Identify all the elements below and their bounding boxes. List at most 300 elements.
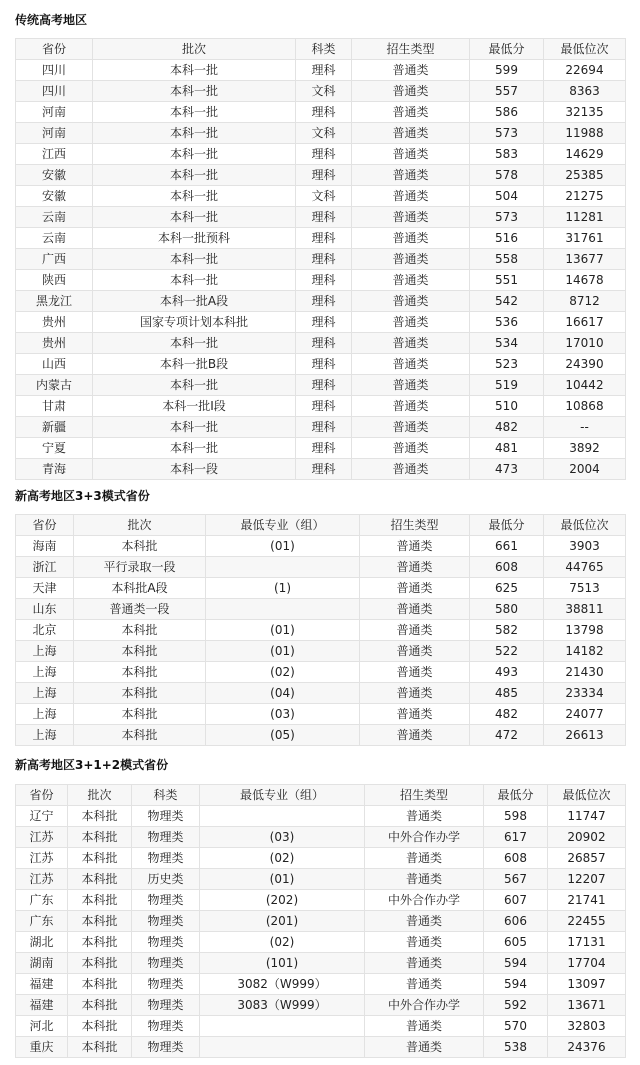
table-cell: 17704 [548,953,626,974]
table-cell: 理科 [296,354,352,375]
table-cell: 青海 [16,459,93,480]
table-cell: 平行录取一段 [74,557,206,578]
table-row [16,1037,626,1058]
table-cell: 536 [470,312,544,333]
table-cell: 普通类 [352,291,470,312]
table-cell: 522 [470,641,544,662]
table-cell: 473 [470,459,544,480]
table-cell: 21430 [544,662,626,683]
table-cell: 本科一批 [93,249,296,270]
table-cell: 安徽 [16,165,93,186]
table-cell: 重庆 [16,1037,68,1058]
table-cell: 583 [470,144,544,165]
table-cell: 523 [470,354,544,375]
table-cell: 3903 [544,536,626,557]
table-cell: 辽宁 [16,806,68,827]
table-cell: 26857 [548,848,626,869]
table-cell: 17131 [548,932,626,953]
table-cell: 普通类 [352,123,470,144]
table-cell: 普通类 [360,704,470,725]
table-cell: (01) [206,641,360,662]
table-cell: 理科 [296,228,352,249]
table-cell: 485 [470,683,544,704]
table-cell: 本科一批 [93,60,296,81]
table-cell: 本科一批B段 [93,354,296,375]
table-cell: 宁夏 [16,438,93,459]
table-cell: 617 [484,827,548,848]
table-row [16,396,626,417]
table-cell: 文科 [296,81,352,102]
table-cell: 578 [470,165,544,186]
table-cell: 23334 [544,683,626,704]
table-cell: 湖南 [16,953,68,974]
table-cell: 中外合作办学 [365,827,484,848]
table-cell: (1) [206,578,360,599]
table-cell: 广东 [16,911,68,932]
table-cell: 22455 [548,911,626,932]
table-cell: 3082（W999） [200,974,365,995]
table-cell: 陕西 [16,270,93,291]
table-cell: 32803 [548,1016,626,1037]
table-cell: 海南 [16,536,74,557]
table-cell: 24390 [544,354,626,375]
table-row [16,932,626,953]
table-cell: 本科批 [68,1037,132,1058]
table-cell: 理科 [296,417,352,438]
table-cell: 普通类 [352,102,470,123]
table-cell: (202) [200,890,365,911]
table-cell: 文科 [296,123,352,144]
table-cell: 26613 [544,725,626,746]
table-cell: 534 [470,333,544,354]
table-cell: (01) [206,536,360,557]
header-cell: 批次 [93,39,296,60]
table-cell: 本科批 [68,911,132,932]
header-cell: 省份 [16,39,93,60]
table-cell: 31761 [544,228,626,249]
table-cell: 普通类一段 [74,599,206,620]
table-cell: 理科 [296,396,352,417]
header-cell: 最低位次 [544,515,626,536]
table-cell: 普通类 [360,578,470,599]
header-cell: 最低分 [470,39,544,60]
table-row [16,354,626,375]
table-row [16,249,626,270]
table-cell: 14629 [544,144,626,165]
table-cell: 606 [484,911,548,932]
table-row [16,827,626,848]
table-cell: 本科一批A段 [93,291,296,312]
table-cell: 物理类 [132,911,200,932]
table-cell: 本科一批 [93,123,296,144]
table-cell: 586 [470,102,544,123]
table-cell: 物理类 [132,1037,200,1058]
table-cell [200,1016,365,1037]
table-cell: 物理类 [132,995,200,1016]
header-cell: 招生类型 [365,785,484,806]
table-cell: 16617 [544,312,626,333]
table-row [16,890,626,911]
table-cell: (05) [206,725,360,746]
table-row [16,291,626,312]
table-cell: 25385 [544,165,626,186]
table-row [16,417,626,438]
table-cell: 理科 [296,165,352,186]
table-cell: 普通类 [360,536,470,557]
table-cell: 本科批 [74,725,206,746]
table-cell: 上海 [16,641,74,662]
table-cell: (02) [200,932,365,953]
table-cell: 本科批 [68,869,132,890]
table-cell: 甘肃 [16,396,93,417]
table-cell: 普通类 [365,1016,484,1037]
table-cell: 38811 [544,599,626,620]
header-cell: 最低分 [484,785,548,806]
table-cell: 普通类 [365,911,484,932]
table-row [16,995,626,1016]
table-cell [206,599,360,620]
table-row [16,683,626,704]
table-cell: 上海 [16,662,74,683]
table-cell: 本科一批 [93,375,296,396]
table-row [16,165,626,186]
table-cell: (201) [200,911,365,932]
table-cell: 物理类 [132,890,200,911]
table-cell: 17010 [544,333,626,354]
table-cell: 607 [484,890,548,911]
table-cell: 本科批 [74,536,206,557]
table-cell: 582 [470,620,544,641]
table-row [16,869,626,890]
table-cell: 本科一批 [93,102,296,123]
table-row [16,1016,626,1037]
section-title-traditional: 传统高考地区 [15,13,88,27]
table-cell: 14182 [544,641,626,662]
table-cell: 本科一批 [93,81,296,102]
table-cell: 本科批 [68,953,132,974]
table-cell: 本科一批预科 [93,228,296,249]
table-cell: 物理类 [132,1016,200,1037]
table-cell: 22694 [544,60,626,81]
table-cell: 本科批 [74,662,206,683]
table-cell: 20902 [548,827,626,848]
table-cell: 普通类 [360,620,470,641]
table-cell: 广西 [16,249,93,270]
table-cell: 普通类 [365,1037,484,1058]
table-cell: 519 [470,375,544,396]
table-cell: 云南 [16,207,93,228]
table-row [16,375,626,396]
table-row [16,102,626,123]
table-row [16,620,626,641]
table-cell: (03) [200,827,365,848]
table-traditional [15,38,626,480]
header-cell: 最低分 [470,515,544,536]
table-cell: 物理类 [132,848,200,869]
table-cell: 理科 [296,102,352,123]
table-cell: 江西 [16,144,93,165]
table-cell: 594 [484,974,548,995]
table-cell: 472 [470,725,544,746]
header-cell: 招生类型 [352,39,470,60]
table-row [16,459,626,480]
table-cell: 本科一批 [93,165,296,186]
table-row [16,662,626,683]
table-cell: 普通类 [352,81,470,102]
table-cell: 661 [470,536,544,557]
table-cell: 理科 [296,144,352,165]
table-cell: 570 [484,1016,548,1037]
table-cell: 608 [470,557,544,578]
table-cell: 本科批A段 [74,578,206,599]
table-cell: (02) [200,848,365,869]
table-cell: 本科一段 [93,459,296,480]
table-row [16,599,626,620]
table-cell: 贵州 [16,333,93,354]
table-cell: 历史类 [132,869,200,890]
table-cell: 21275 [544,186,626,207]
table-cell: 物理类 [132,932,200,953]
table-cell: 482 [470,417,544,438]
table-row [16,536,626,557]
table-row [16,974,626,995]
table-cell: 608 [484,848,548,869]
table-cell: 普通类 [352,438,470,459]
table-cell: 本科一批 [93,207,296,228]
table-cell: 538 [484,1037,548,1058]
table-cell: 普通类 [360,662,470,683]
table-cell: 普通类 [352,375,470,396]
table-cell: 山西 [16,354,93,375]
table-cell: 普通类 [352,144,470,165]
table-cell: 文科 [296,186,352,207]
table-cell: 云南 [16,228,93,249]
table-cell: 本科批 [68,806,132,827]
table-cell: 3083（W999） [200,995,365,1016]
table-cell: 普通类 [352,270,470,291]
table-cell [206,557,360,578]
table-cell: 理科 [296,438,352,459]
table-cell: 普通类 [360,599,470,620]
table-cell: 24077 [544,704,626,725]
table-cell: 福建 [16,995,68,1016]
section-title-3plus1plus2: 新高考地区3+1+2模式省份 [15,758,169,772]
table-cell: 13097 [548,974,626,995]
table-cell: 普通类 [352,186,470,207]
table-cell: 573 [470,123,544,144]
header-cell: 最低位次 [548,785,626,806]
table-cell: 482 [470,704,544,725]
header-cell: 省份 [16,515,74,536]
table-row [16,186,626,207]
table-cell: 11747 [548,806,626,827]
table-cell: 8363 [544,81,626,102]
table-cell: 普通类 [365,932,484,953]
table-cell: 普通类 [352,459,470,480]
table-cell: 580 [470,599,544,620]
table-cell: (101) [200,953,365,974]
table-cell: 上海 [16,683,74,704]
table-cell: (01) [206,620,360,641]
table-cell: 普通类 [365,848,484,869]
table-cell: 普通类 [352,333,470,354]
table-cell: 10442 [544,375,626,396]
table-cell: 11281 [544,207,626,228]
table-row [16,438,626,459]
table-cell: 广东 [16,890,68,911]
table-cell: 河北 [16,1016,68,1037]
table-cell: 本科一批 [93,333,296,354]
table-cell: 32135 [544,102,626,123]
table-cell: 10868 [544,396,626,417]
table-cell: 599 [470,60,544,81]
table-cell: 黑龙江 [16,291,93,312]
table-cell: 551 [470,270,544,291]
table-cell: 浙江 [16,557,74,578]
table-cell: 河南 [16,102,93,123]
table-cell: 504 [470,186,544,207]
table-cell: 四川 [16,81,93,102]
table-cell: 理科 [296,333,352,354]
table-cell: (02) [206,662,360,683]
table-cell: 510 [470,396,544,417]
table-cell: 上海 [16,725,74,746]
header-cell: 最低专业（组） [206,515,360,536]
table-row [16,333,626,354]
table-cell: 605 [484,932,548,953]
table-cell: 北京 [16,620,74,641]
table-cell: 普通类 [360,725,470,746]
table-cell: 理科 [296,249,352,270]
table-cell: 594 [484,953,548,974]
table-cell: 国家专项计划本科批 [93,312,296,333]
table-cell: 本科批 [68,974,132,995]
table-cell: 8712 [544,291,626,312]
table-cell: 山东 [16,599,74,620]
table-cell: 本科一批 [93,417,296,438]
table-cell: 44765 [544,557,626,578]
table-cell: 四川 [16,60,93,81]
table-cell: 普通类 [352,312,470,333]
table-cell [200,1037,365,1058]
table-cell: 理科 [296,60,352,81]
header-cell: 招生类型 [360,515,470,536]
header-row [16,785,626,806]
table-cell: 普通类 [352,417,470,438]
table-cell: 江苏 [16,827,68,848]
table-cell: 物理类 [132,827,200,848]
table-row [16,270,626,291]
table-3plus1plus2 [15,784,626,1058]
table-cell: 普通类 [365,869,484,890]
table-cell: 12207 [548,869,626,890]
table-cell: 河南 [16,123,93,144]
table-cell: 湖北 [16,932,68,953]
table-cell: 625 [470,578,544,599]
table-row [16,911,626,932]
table-cell: 物理类 [132,953,200,974]
header-cell: 批次 [74,515,206,536]
table-cell: 上海 [16,704,74,725]
table-cell: 普通类 [365,974,484,995]
table-row [16,207,626,228]
table-cell: 普通类 [352,60,470,81]
table-row [16,953,626,974]
table-row [16,704,626,725]
table-cell: 本科批 [68,932,132,953]
table-row [16,806,626,827]
table-cell: 中外合作办学 [365,995,484,1016]
table-row [16,725,626,746]
table-row [16,144,626,165]
table-cell: 物理类 [132,806,200,827]
table-cell: 中外合作办学 [365,890,484,911]
table-cell: 物理类 [132,974,200,995]
table-cell: 本科批 [74,704,206,725]
table-cell: 普通类 [352,396,470,417]
table-cell: 普通类 [352,207,470,228]
table-cell: 贵州 [16,312,93,333]
table-cell: (03) [206,704,360,725]
table-row [16,81,626,102]
table-cell: 普通类 [365,953,484,974]
table-row [16,228,626,249]
header-cell: 科类 [132,785,200,806]
header-cell: 批次 [68,785,132,806]
table-cell: 新疆 [16,417,93,438]
table-cell: -- [544,417,626,438]
table-cell: 本科批 [68,995,132,1016]
table-cell: 普通类 [352,354,470,375]
table-cell: 11988 [544,123,626,144]
table-cell: 理科 [296,207,352,228]
table-cell: 7513 [544,578,626,599]
table-cell: 普通类 [360,641,470,662]
table-cell: 516 [470,228,544,249]
table-row [16,641,626,662]
table-cell: 本科一批I段 [93,396,296,417]
table-row [16,60,626,81]
table-3plus3 [15,514,626,746]
table-cell: 2004 [544,459,626,480]
table-cell: 592 [484,995,548,1016]
table-row [16,578,626,599]
table-cell: 江苏 [16,869,68,890]
header-row [16,515,626,536]
table-cell: 福建 [16,974,68,995]
header-cell: 最低专业（组） [200,785,365,806]
table-cell: 理科 [296,459,352,480]
table-cell: 本科批 [74,620,206,641]
table-cell: 理科 [296,270,352,291]
table-cell: 本科批 [68,890,132,911]
table-cell: 557 [470,81,544,102]
table-cell: 本科一批 [93,438,296,459]
table-cell: 13677 [544,249,626,270]
header-cell: 省份 [16,785,68,806]
table-cell: 本科批 [68,827,132,848]
table-cell: 本科批 [74,683,206,704]
table-cell: 普通类 [360,683,470,704]
table-cell: 本科一批 [93,186,296,207]
section-title-3plus3: 新高考地区3+3模式省份 [15,489,150,503]
table-cell: 13798 [544,620,626,641]
table-row [16,312,626,333]
header-cell: 科类 [296,39,352,60]
table-cell: (04) [206,683,360,704]
table-cell: 内蒙古 [16,375,93,396]
table-cell: 本科批 [74,641,206,662]
